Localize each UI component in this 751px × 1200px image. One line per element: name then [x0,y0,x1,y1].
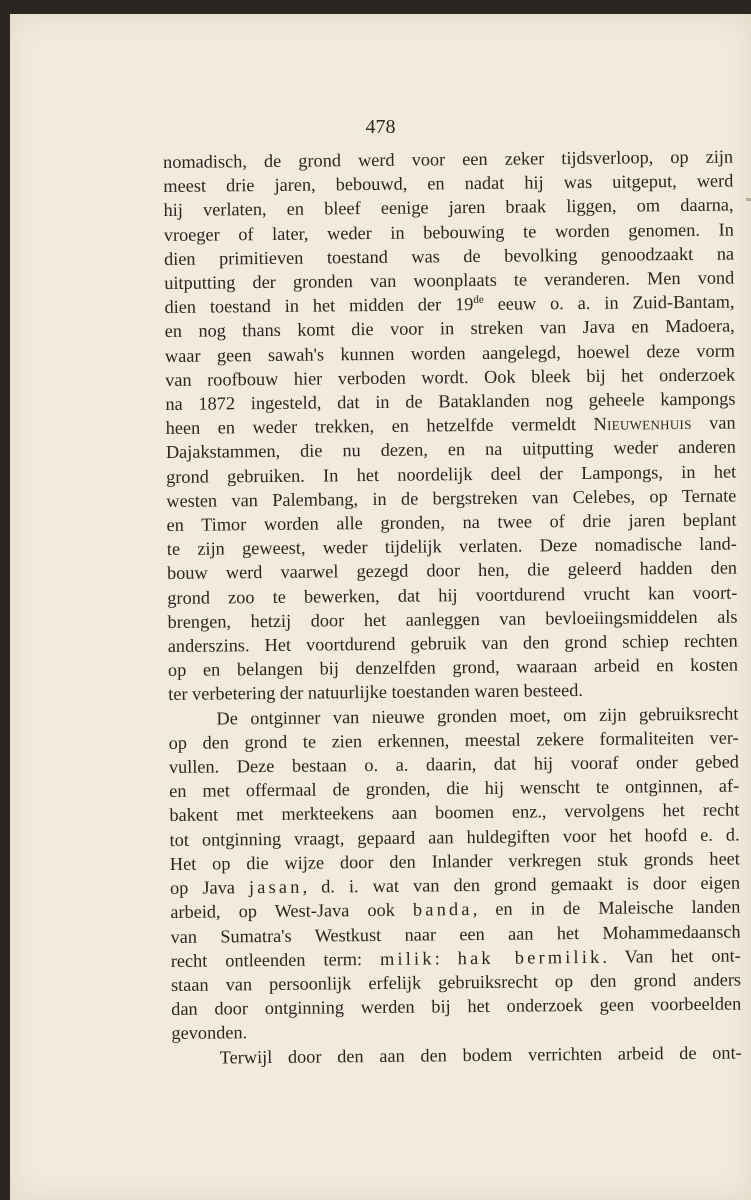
text-line: nomadisch, de grond werd voor een zeker tijdsverloop, op zijn [163,146,734,172]
text-line: en Timor worden alle gronden, na twee of drie jaren beplant [166,509,737,536]
text-line: van roofbouw hier verboden wordt. Ook bleek bij het onderzoek [165,364,736,390]
text-line: grond zoo te bewerken, dat hij voortdurend vrucht kan voort- [167,582,738,608]
text-line: van Sumatra's Westkust naar een aan het Mohammedaansch [170,920,741,947]
text-line: dien toestand in het midden der 19de eeuw o. a. in Zuid-Bantam, [164,291,735,318]
text-line: op en belangen bij denzelfden grond, waaraan arbeid en kosten [167,654,739,681]
text-line: en met offermaal de gronden, die hij wenscht te ontginnen, af- [169,775,740,802]
text-line: staan van persoonlijk erfelijk gebruiksrecht op den grond anders [170,969,742,995]
text-line: De ontginner van nieuwe gronden moet, om zijn gebruiksrecht [216,703,739,729]
text-line: op den grond te zien erkennen, meestal zekere formaliteiten ver- [168,727,739,753]
text-line: tot ontginning vraagt, gepaard aan huldegiften voor het hoofd e. d. [169,824,740,850]
page-number: 478 [365,116,396,138]
spaced-term: jasan [248,876,303,898]
text-line: en nog thans komt die voor in streken van Java en Madoera, [164,315,735,342]
text-line: recht ontleenden term: milik: hak bermilik. Van het ont- [170,945,741,971]
text-line: ter verbetering der natuurlijke toestanden waren besteed. [168,680,584,705]
text-line: bakent met merkteekens aan boomen enz., vervolgens het recht [169,799,740,826]
text-line: Het op die wijze door den Inlander verkregen stuk gronds heet [169,848,740,874]
text-line: heen en weder trekken, en hetzelfde vermeldt Nieuwenhuis van [165,412,736,439]
spaced-term: hak bermilik [457,946,603,968]
text-line: bouw werd vaarwel gezegd door hen, die geleerd hadden den [166,557,738,584]
edge-mark [746,198,751,201]
text-line: Terwijl door den aan den bodem verrichten arbeid de ont- [219,1042,742,1068]
text-line: te zijn geweest, weder tijdelijk verlaten. Deze nomadische land- [166,533,737,560]
spaced-term: banda [412,899,473,920]
superscript: de [473,294,484,307]
body-text [163,145,742,1070]
text-line: brengen, hetzij door het aanleggen van bevloeiingsmiddelen als [167,606,738,632]
text-line: anderszins. Het voortdurend gebruik van den grond schiep rechten [167,630,738,657]
text-line: grond gebruiken. In het noordelijk deel der Lampongs, in het [166,461,737,487]
text-line: op Java jasan, d. i. wat van den grond gemaakt is door eigen [169,872,741,899]
text-line: vullen. Deze bestaan o. a. daarin, dat hij vooraf onder gebed [168,751,739,778]
text-line: na 1872 ingesteld, dat in de Bataklanden nog geheele kampongs [165,388,736,415]
text-line: meest drie jaren, bebouwd, en nadat hij was uitgeput, werd [163,170,734,197]
text-line: gevonden. [171,1022,248,1044]
author-name: Nieuwenhuis [593,413,692,435]
text-line: Dajakstammen, die nu dezen, en na uitputting weder anderen [165,436,736,463]
text-line: hij verlaten, en bleef eenige jaren braak liggen, om daarna, [163,194,734,221]
spaced-term: milik [379,948,435,969]
book-page [10,14,751,1200]
text-line: dan door ontginning werden bij het onderzoek geen voorbeelden [171,993,742,1020]
text-line: dien primitieven toestand was de bevolking genoodzaakt na [163,243,735,269]
text-line: westen van Palembang, in de bergstreken van Celebes, op Ternate [166,485,737,511]
text-line: waar geen sawah's kunnen worden aangelegd, hoewel deze vorm [164,340,736,366]
text-line: uitputting der gronden van woonplaats te veranderen. Men vond [164,267,735,294]
text-line: arbeid, op West-Java ook banda, en in de Maleische landen [170,896,741,923]
text-line: vroeger of later, weder in bebouwing te worden genomen. In [163,219,734,245]
